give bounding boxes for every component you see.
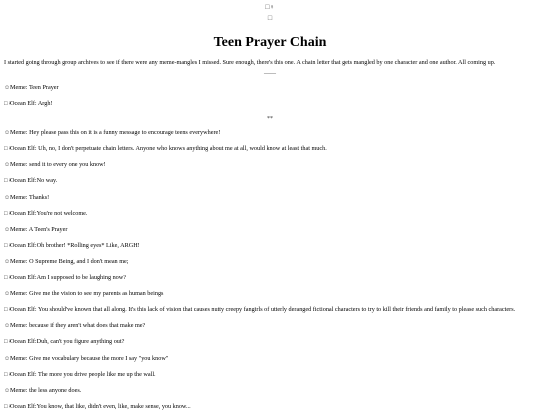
dialogue-text: Ocean Elf: Uh, no, I don't perpetuate chain letters. Anyone who knows anything about me at all, would know at least that much. (10, 145, 327, 153)
smiley-icon: ☺ (4, 291, 11, 298)
dialogue-line (4, 387, 536, 396)
female-sign-icon: □♀ (265, 3, 275, 11)
elf-marker-icon: □♀ (4, 307, 13, 314)
elf-marker-icon: □♀ (4, 242, 13, 249)
dialogue-line (4, 306, 536, 315)
elf-marker-icon: □♀ (4, 339, 13, 346)
dialogue-line (4, 322, 536, 331)
box-icon: □ (267, 14, 273, 22)
dialogue-text: Ocean Elf: The more you drive people like me up the wall. (10, 370, 156, 378)
dialogue-line (4, 403, 536, 411)
smiley-icon: ☺ (4, 130, 11, 137)
dialogue-text: Ocean Elf:No way. (10, 177, 58, 185)
elf-marker-icon: □♀ (4, 178, 13, 185)
elf-marker-icon: □♀ (4, 146, 13, 153)
dialogue-line (4, 338, 536, 347)
elf-marker-icon: □♀ (4, 403, 13, 410)
dialogue-line (4, 84, 536, 93)
dialogue-text: Meme: because if they aren't what does that make me? (10, 322, 146, 330)
elf-marker-icon: □♀ (4, 101, 13, 108)
dialogue-line (4, 242, 536, 251)
dialogue-list (4, 84, 536, 411)
header-icons (4, 3, 536, 25)
dialogue-line (4, 194, 536, 203)
dialogue-text: Ocean Elf:Am I supposed to be laughing now? (10, 274, 126, 282)
dialogue-text: Meme: the less anyone does. (10, 386, 82, 394)
dialogue-text: Meme: O Supreme Being, and I don't mean me; (10, 257, 129, 265)
dialogue-line (4, 274, 536, 283)
dialogue-line (4, 371, 536, 380)
dialogue-text: Ocean Elf:You're not welcome. (10, 209, 88, 217)
smiley-icon: ☺ (4, 85, 11, 91)
smiley-icon: ☺ (4, 355, 11, 362)
divider-stars: ** (267, 116, 273, 123)
dialogue-line (4, 129, 536, 138)
dialogue-text: Meme: Give me the vision to see my parents as human beings (10, 290, 164, 298)
dialogue-line (4, 177, 536, 186)
intro-text: I started going through group archives to see if there were any meme-mangles I missed. Sure enough, there's this one. A chain letter that gets mangled by one character and one author. All coming up. (4, 59, 496, 66)
smiley-icon: ☺ (4, 387, 11, 394)
smiley-icon: ☺ (4, 323, 11, 330)
dialogue-text: Ocean Elf:You know, that like, didn't even, like, make sense, you know... (10, 402, 191, 410)
smiley-icon: ☺ (4, 258, 11, 265)
dialogue-line (4, 355, 536, 364)
dialogue-line (4, 290, 536, 299)
dialogue-line (4, 161, 536, 170)
smiley-icon: ☺ (4, 194, 11, 201)
page-title: Teen Prayer Chain (213, 35, 327, 50)
dialogue-line (4, 226, 536, 235)
dialogue-text: Meme: send it to every one you know! (10, 161, 106, 169)
dialogue-text: Meme: Hey please pass this on it is a funny message to encourage teens everywhere! (10, 129, 221, 137)
dialogue-line (4, 100, 536, 109)
dialogue-text: Meme: A Teen's Prayer (10, 225, 68, 233)
dialogue-line (4, 210, 536, 219)
dialogue-text: Meme: Give me vocabulary because the more I say "you know" (10, 354, 169, 362)
elf-marker-icon: □♀ (4, 371, 13, 378)
dialogue-line (4, 145, 536, 154)
dialogue-text: Ocean Elf: Argh! (10, 100, 53, 108)
smiley-icon: ☺ (4, 162, 11, 169)
elf-marker-icon: □♀ (4, 210, 13, 217)
dialogue-text: Ocean Elf:Duh, can't you figure anything out? (10, 338, 125, 346)
dialogue-text: Meme: Thanks! (10, 193, 50, 201)
elf-marker-icon: □♀ (4, 275, 13, 282)
dialogue-text: Meme: Teen Prayer (10, 84, 59, 91)
divider-top: —— (264, 71, 276, 77)
dialogue-text: Ocean Elf: You should've known that all along. It's this lack of vision that causes nutty creepy fangirls of utterly deranged fictional characters to try to kill their friends and family to please such characters. (10, 306, 516, 314)
dialogue-text: Ocean Elf:Oh brother! *Rolling eyes* Like, ARGH! (10, 241, 140, 249)
dialogue-line (4, 258, 536, 267)
smiley-icon: ☺ (4, 226, 11, 233)
